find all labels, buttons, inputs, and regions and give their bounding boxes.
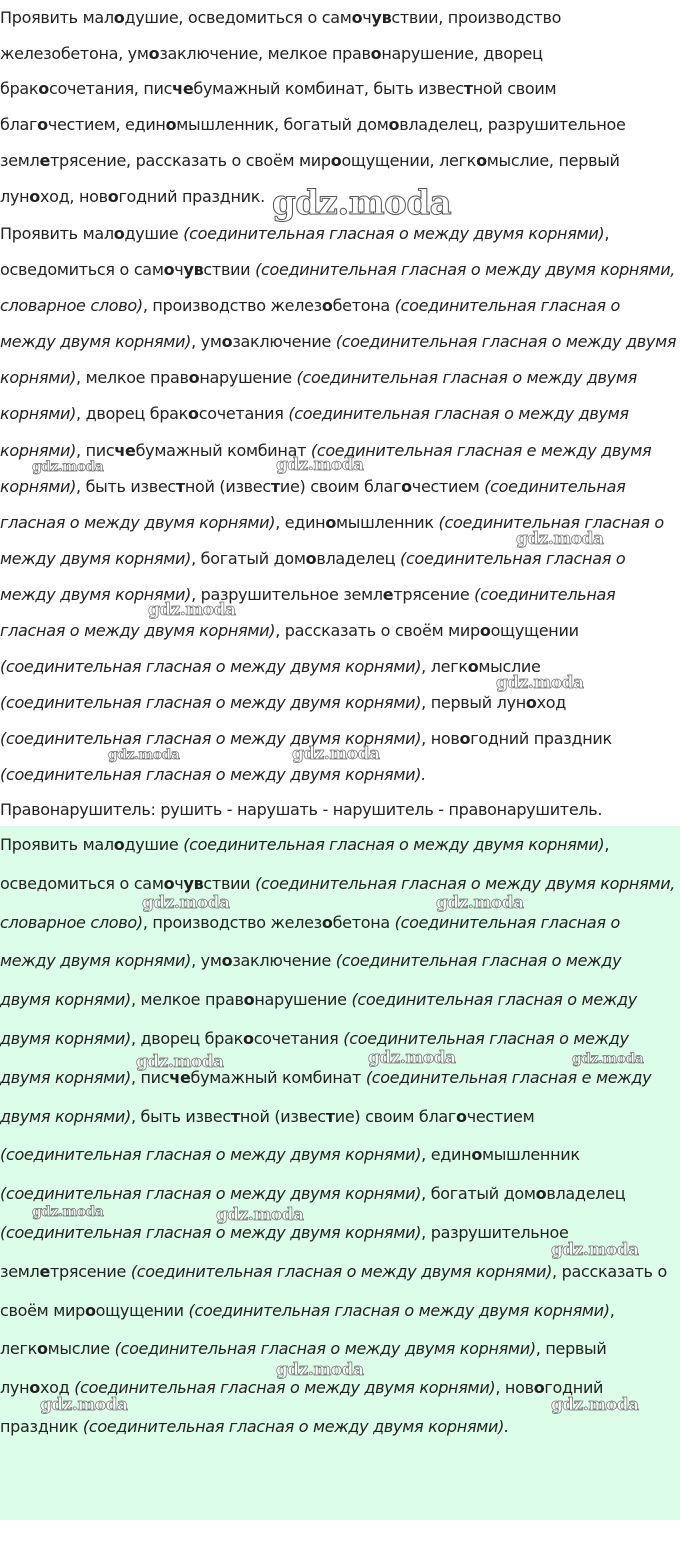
text-segment: , первый лун <box>421 693 526 713</box>
text-segment: трясение <box>393 584 475 604</box>
explanation-note: (соединительная гласная о между двумя корнями) <box>0 912 620 971</box>
text-segment: сочетания <box>198 404 289 424</box>
text-segment: , нов <box>421 729 460 749</box>
highlighted-letter: о <box>243 990 255 1010</box>
text-segment: , дворец брак <box>76 404 189 424</box>
explanation-note: (соединительная гласная е между двумя корнями) <box>0 1067 652 1126</box>
text-segment: бетона <box>332 296 395 316</box>
watermark: gdz.moda <box>276 455 364 475</box>
explanation-note: (соединительная гласная о между двумя корнями) <box>0 476 626 532</box>
highlighted-letter: е <box>125 440 136 460</box>
text-segment: мыслие <box>478 657 541 677</box>
text-segment: ствии, производство железобетона, ум <box>0 8 562 63</box>
highlighted-letter: о <box>37 115 48 135</box>
text-segment: заключение <box>232 332 336 352</box>
text-segment: Проявить мал <box>0 8 114 27</box>
highlighted-letter: о <box>479 621 491 641</box>
highlighted-letter: о <box>242 1028 254 1048</box>
highlighted-letter: у <box>183 260 194 280</box>
explanation-note: (соединительная гласная о между двумя корнями) <box>0 1222 422 1242</box>
watermark: gdz.moda <box>496 673 584 693</box>
highlighted-letter: т <box>325 1106 335 1126</box>
highlighted-letter: в <box>193 260 204 280</box>
text-segment: годний праздник <box>470 729 612 749</box>
text-segment: ной (извес <box>239 1106 326 1126</box>
explanation-note: (соединительная гласная о между двумя корнями) <box>188 1300 610 1320</box>
highlighted-letter: о <box>401 476 412 496</box>
highlighted-letter: ч <box>169 1067 180 1087</box>
highlighted-letter: у <box>371 8 382 27</box>
text-segment: , разрушительное земл <box>0 1222 569 1281</box>
text-segment: ощущении <box>95 1300 189 1320</box>
text-segment: душие, осведомиться о сам <box>124 8 352 27</box>
highlighted-letter: о <box>188 404 199 424</box>
text-segment: годний праздник. <box>118 186 265 206</box>
text-segment: , производство желез <box>142 296 322 316</box>
explanation-note: (соединительная гласная о между двумя корнями) <box>0 729 422 749</box>
explanation-note: (соединительная гласная о между двумя корнями) <box>0 368 637 424</box>
highlighted-letter: е <box>182 79 194 99</box>
explanation-note: (соединительная гласная о между двумя корнями) <box>130 1261 553 1281</box>
highlighted-letter: у <box>183 873 194 893</box>
watermark: gdz.moda <box>142 893 230 913</box>
text-segment: мыслие, первый лун <box>0 150 620 206</box>
highlighted-letter: о <box>163 873 175 893</box>
highlighted-letter: о <box>325 512 337 532</box>
text-segment: , рассказать о своём мир <box>0 1261 667 1320</box>
explanation-note: (соединительная гласная о между двумя корнями) <box>0 1145 422 1165</box>
highlighted-letter: о <box>165 115 177 135</box>
highlighted-letter: о <box>351 8 363 27</box>
text-segment: владелец <box>546 1184 626 1204</box>
text-segment: нарушение <box>199 368 297 388</box>
explanation-note: (соединительная гласная о между двумя корнями) <box>0 1028 629 1087</box>
highlighted-letter: о <box>188 368 200 388</box>
highlighted-letter: о <box>321 912 333 932</box>
explanation-note: (соединительная гласная о между двумя корнями) <box>0 951 622 1010</box>
explanation-note: (соединительная гласная о между двумя корнями) <box>183 835 605 854</box>
text-segment: Проявить мал <box>0 224 114 243</box>
explanation-note: (соединительная гласная е между двумя корнями) <box>0 440 652 496</box>
explanation-note: (соединительная гласная о между двумя корнями) <box>0 296 620 352</box>
text-segment: мыслие <box>47 1339 115 1359</box>
watermark: gdz.moda <box>40 1395 128 1415</box>
text-segment: бумажный комбинат <box>190 1067 366 1087</box>
highlighted-letter: т <box>463 79 473 99</box>
highlighted-letter: т <box>230 1106 240 1126</box>
text-segment: , первый лун <box>0 1339 607 1398</box>
text-segment: ной (извес <box>184 476 271 496</box>
highlighted-letter: о <box>330 150 342 170</box>
explanation-note: (соединительная гласная о между двумя корнями) <box>0 332 677 388</box>
text-segment: мышленник <box>482 1145 580 1165</box>
word-formation-note <box>0 792 680 828</box>
text-segment: сочетания, пис <box>49 79 173 99</box>
explanation-note: (соединительная гласная о между двумя корнями) <box>0 404 629 460</box>
highlighted-letter: о <box>148 43 160 63</box>
watermark: gdz.moda <box>108 747 180 763</box>
text-segment: заключение <box>232 951 336 971</box>
watermark: gdz.moda <box>272 183 452 223</box>
highlighted-letter: о <box>535 1184 547 1204</box>
text-segment: ход <box>536 693 567 713</box>
highlighted-letter: т <box>175 476 185 496</box>
text-segment: , нов <box>495 1378 534 1398</box>
text-segment: нарушение <box>254 990 352 1010</box>
explanation-note: (соединительная гласная о между двумя корнями) <box>0 657 422 677</box>
text-segment: , един <box>421 1145 472 1165</box>
highlighted-letter: о <box>456 1106 467 1126</box>
text-segment: , производство желез <box>142 912 322 932</box>
text-segment: мышленник, богатый дом <box>176 115 389 135</box>
watermark: gdz.moda <box>32 1204 104 1220</box>
text-segment: , дворец брак <box>130 1028 243 1048</box>
text-segment: годний праздник <box>0 1378 604 1436</box>
text-segment: честием <box>466 1106 535 1126</box>
highlighted-letter: о <box>221 951 233 971</box>
highlighted-letter: е <box>179 1067 191 1087</box>
highlighted-letter: о <box>459 729 471 749</box>
text-segment: ие) своим благ <box>279 476 402 496</box>
explanation-note: (соединительная гласная о между двумя корнями) <box>114 1339 536 1359</box>
text-segment: , пис <box>76 440 115 460</box>
text-segment: , быть извес <box>130 1106 231 1126</box>
text-segment: нарушение, дворец брак <box>0 43 543 99</box>
explanation-note: (соединительная гласная о между двумя корнями) <box>183 224 605 243</box>
watermark: gdz.moda <box>292 744 380 764</box>
text-segment: ч <box>174 260 184 280</box>
text-segment: душие <box>124 224 184 243</box>
highlighted-letter: е <box>39 150 51 170</box>
highlighted-answer <box>0 826 676 1447</box>
text-segment: , богатый дом <box>191 548 306 568</box>
highlighted-letter: о <box>525 693 537 713</box>
text-segment: , един <box>275 512 326 532</box>
watermark: gdz.moda <box>572 1051 644 1067</box>
explanation-note: (соединительная гласная о между двумя корнями) <box>0 693 422 713</box>
highlighted-letter: в <box>381 8 392 27</box>
text-segment: честием <box>411 476 485 496</box>
text-segment: , быть извес <box>76 476 176 496</box>
text-segment: , разрушительное земл <box>191 584 383 604</box>
watermark: gdz.moda <box>436 893 524 913</box>
highlighted-letter: о <box>29 186 40 206</box>
text-segment: , рассказать о своём мир <box>275 621 480 641</box>
text-segment: сочетания <box>253 1028 344 1048</box>
watermark: gdz.moda <box>368 1048 456 1068</box>
watermark: gdz.moda <box>148 600 236 620</box>
watermark: gdz.moda <box>551 1240 639 1260</box>
text-segment: ощущении <box>490 621 579 641</box>
highlighted-letter: ч <box>114 440 126 460</box>
highlighted-letter: о <box>476 150 487 170</box>
explanation-note: (соединительная гласная о между двумя корнями). <box>0 765 426 785</box>
watermark: gdz.moda <box>551 1395 639 1415</box>
text-segment: бумажный комбинат <box>135 440 311 460</box>
explanation-note: (соединительная гласная о между двумя корнями, словарное слово) <box>0 260 676 316</box>
text-segment: ствии <box>203 260 256 280</box>
text-segment: , осведомиться о сам <box>0 835 610 893</box>
text-segment: , ум <box>191 951 222 971</box>
explanation-note: (соединительная гласная о между двумя корнями) <box>0 548 626 604</box>
explanation-note: (соединительная гласная о между двумя корнями) <box>0 584 616 641</box>
highlighted-letter: о <box>113 8 125 27</box>
watermark: gdz.moda <box>216 1205 304 1225</box>
text-segment: честием, един <box>47 115 166 135</box>
highlighted-letter: т <box>270 476 280 496</box>
watermark: gdz.moda <box>276 1360 364 1380</box>
text-segment: ч <box>174 873 184 893</box>
highlighted-letter: е <box>39 1261 51 1281</box>
text-segment: ной своим благ <box>0 79 557 135</box>
text-segment: Правонарушитель: рушить - нарушать - нарушитель - правонарушитель. <box>0 800 603 819</box>
text-segment: ощущении, легк <box>341 150 477 170</box>
highlighted-letter: о <box>38 79 49 99</box>
explanation-note: (соединительная гласная о между двумя корнями). <box>82 1416 509 1436</box>
explanation-note: (соединительная гласная о между двумя корнями) <box>0 512 664 568</box>
text-segment: , легк <box>0 1300 615 1359</box>
explanation-note: (соединительная гласная о между двумя корнями) <box>0 1184 422 1204</box>
highlighted-letter: о <box>467 657 479 677</box>
highlighted-letter: ч <box>172 79 183 99</box>
watermark: gdz.moda <box>32 459 104 475</box>
text-segment: заключение, мелкое прав <box>159 43 371 63</box>
text-segment: , богатый дом <box>421 1184 536 1204</box>
highlighted-letter: о <box>163 260 175 280</box>
text-segment: владелец, разрушительное земл <box>0 115 626 170</box>
highlighted-letter: о <box>471 1145 483 1165</box>
text-segment: , пис <box>130 1067 170 1087</box>
text-segment: ствии <box>203 873 256 893</box>
text-segment: , мелкое прав <box>130 990 244 1010</box>
text-segment: мышленник <box>336 512 439 532</box>
highlighted-letter: о <box>221 332 233 352</box>
text-segment: ие) своим благ <box>334 1106 457 1126</box>
watermark: gdz.moda <box>136 1052 224 1072</box>
text-segment: , мелкое прав <box>76 368 189 388</box>
explanation-note: (соединительная гласная о между двумя корнями) <box>74 1378 496 1398</box>
text-segment: бетона <box>332 912 395 932</box>
highlighted-letter: о <box>370 43 382 63</box>
highlighted-letter: в <box>193 873 204 893</box>
text-segment: трясение, рассказать о своём мир <box>50 150 331 170</box>
highlighted-letter: о <box>36 1339 48 1359</box>
explanation-note: (соединительная гласная о между двумя корнями, словарное слово) <box>0 873 676 932</box>
text-segment: владелец <box>316 548 401 568</box>
text-segment: бумажный комбинат, быть извес <box>193 79 464 99</box>
highlighted-letter: о <box>107 186 119 206</box>
text-segment: , осведомиться о сам <box>0 224 610 280</box>
text-segment: Проявить мал <box>0 835 114 854</box>
answer-explanation <box>0 216 680 794</box>
text-segment: ход, нов <box>39 186 108 206</box>
text-segment: , ум <box>191 332 222 352</box>
explanation-note: (соединительная гласная о между двумя корнями) <box>0 990 637 1048</box>
highlighted-letter: о <box>305 548 317 568</box>
highlighted-letter: о <box>84 1300 96 1320</box>
highlighted-letter: о <box>113 224 125 243</box>
highlighted-letter: о <box>388 115 400 135</box>
highlighted-letter: о <box>113 835 125 854</box>
text-segment: ход <box>39 1378 75 1398</box>
text-segment: ч <box>362 8 372 27</box>
watermark: gdz.moda <box>516 529 604 549</box>
highlighted-letter: о <box>321 296 333 316</box>
highlighted-letter: о <box>533 1378 545 1398</box>
highlighted-letter: о <box>29 1378 40 1398</box>
text-segment: трясение <box>50 1261 131 1281</box>
text-segment: , легк <box>421 657 468 677</box>
highlighted-letter: е <box>382 584 394 604</box>
text-segment: душие <box>124 835 184 854</box>
